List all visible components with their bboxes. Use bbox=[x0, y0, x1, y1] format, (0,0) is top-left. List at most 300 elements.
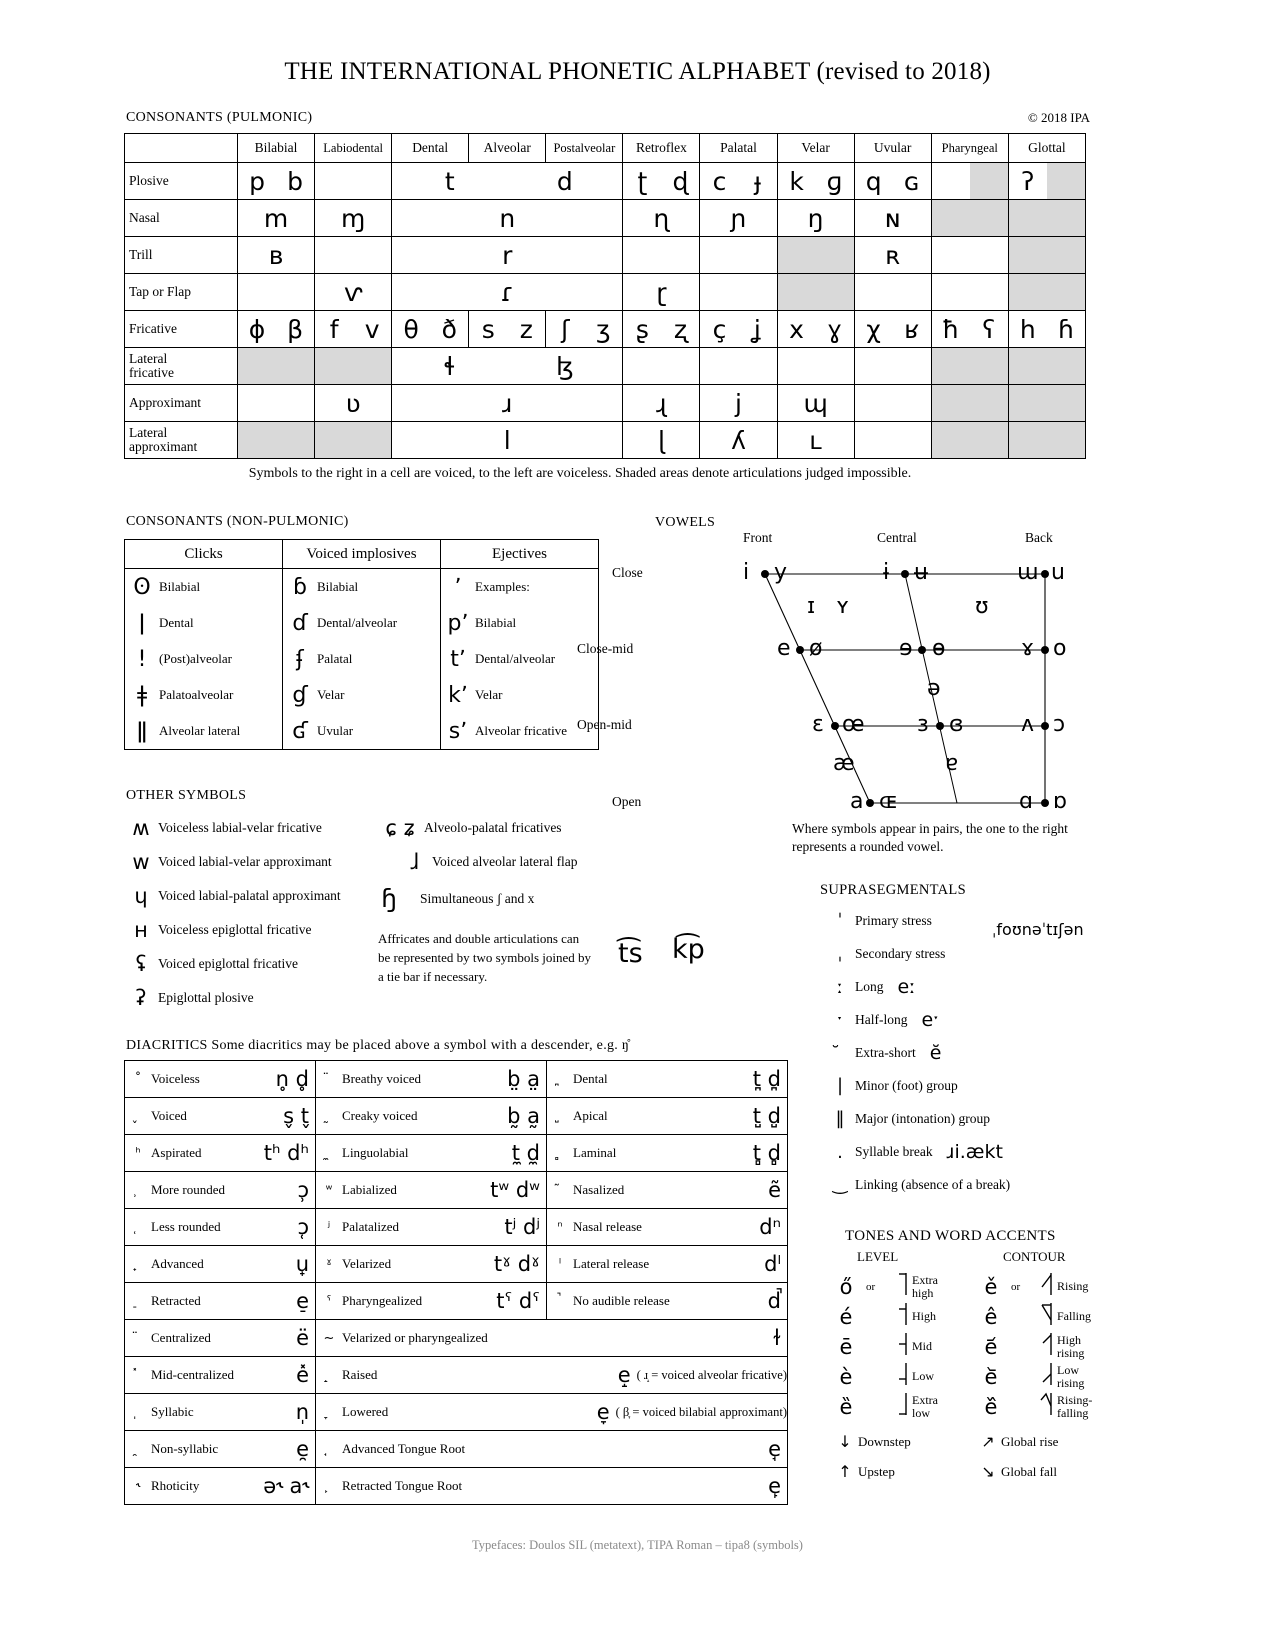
tone-or-text: or bbox=[866, 1280, 876, 1293]
nonpulmonic-label: Palatal bbox=[317, 651, 353, 666]
pulmonic-cell bbox=[315, 348, 392, 385]
suprasegmental-label: Major (intonation) group bbox=[855, 1110, 990, 1126]
vowel-symbol-small-cap-y: ʏ bbox=[836, 594, 850, 619]
pulmonic-col-header-dental: Dental bbox=[392, 134, 469, 163]
diacritics-cell bbox=[125, 1283, 316, 1320]
tone-extra-high-icon bbox=[890, 1272, 912, 1301]
diacritic-label: Non-syllabic bbox=[151, 1441, 219, 1456]
page-title: THE INTERNATIONAL PHONETIC ALPHABET (revised to 2018) bbox=[284, 58, 991, 85]
pulmonic-row-label: Fricative bbox=[125, 311, 238, 348]
diacritics-cell bbox=[125, 1320, 316, 1357]
diacritic-mark bbox=[125, 1220, 151, 1235]
pulmonic-cell bbox=[1008, 200, 1085, 237]
tone-level-label: Extra high bbox=[912, 1272, 938, 1300]
vowel-symbol-turned-m: ɯ bbox=[1017, 560, 1039, 585]
voiceless-symbol: ɬ bbox=[443, 351, 456, 381]
nonpulmonic-entry bbox=[125, 713, 282, 749]
tone-bottom-entry bbox=[832, 1432, 911, 1451]
diacritics-cell bbox=[316, 1209, 547, 1246]
pulmonic-consonant-table bbox=[124, 133, 1086, 459]
tone-bottom-entry bbox=[975, 1462, 1057, 1481]
voiceless-symbol: θ bbox=[403, 314, 419, 344]
nonpulmonic-symbol: ʄ bbox=[296, 646, 304, 672]
suprasegmental-symbol: ‿ bbox=[832, 1174, 848, 1195]
pulmonic-row-label: Lateral fricative bbox=[125, 348, 238, 385]
nonpulmonic-entry bbox=[283, 641, 440, 677]
diacritic-mark: ˤ bbox=[326, 1293, 332, 1309]
pulmonic-cell bbox=[777, 311, 854, 348]
pulmonic-cell bbox=[1008, 385, 1085, 422]
pulmonic-cell bbox=[238, 348, 315, 385]
other-symbol-entry bbox=[398, 850, 578, 874]
voiceless-symbol: x bbox=[789, 314, 804, 344]
voiced-symbol: ɻ bbox=[656, 388, 667, 418]
diacritic-example: e̝ bbox=[617, 1363, 631, 1387]
pulmonic-cell bbox=[854, 274, 931, 311]
nonpulmonic-clicks-column bbox=[125, 569, 283, 750]
diacritic-mark bbox=[316, 1405, 342, 1420]
pulmonic-cell bbox=[700, 385, 777, 422]
diacritic-mark bbox=[316, 1146, 342, 1161]
diacritics-cell bbox=[547, 1246, 788, 1283]
nonpulmonic-symbol: ǀ bbox=[138, 610, 146, 636]
nonpulmonic-symbol: tʼ bbox=[450, 646, 466, 672]
pulmonic-cell bbox=[623, 422, 700, 459]
tones-contour-heading: CONTOUR bbox=[1003, 1249, 1066, 1264]
nonpulmonic-symbol: ɗ bbox=[292, 610, 308, 636]
diacritics-cell bbox=[547, 1283, 788, 1320]
tone-level-entry bbox=[830, 1272, 938, 1301]
vowel-note: Where symbols appear in pairs, the one to the right represents a rounded vowel. bbox=[792, 821, 1068, 855]
nonpulmonic-symbol: ǃ bbox=[138, 646, 146, 672]
nonpulmonic-label: Alveolar fricative bbox=[475, 723, 568, 738]
tone-bottom-symbol: ↗ bbox=[981, 1432, 995, 1451]
pulmonic-cell bbox=[623, 311, 700, 348]
other-symbol-label: Voiced labial-velar approximant bbox=[158, 854, 332, 869]
voiced-symbol: j bbox=[735, 388, 742, 418]
voiced-symbol: b bbox=[287, 166, 303, 196]
diacritics-cell bbox=[125, 1172, 316, 1209]
nonpulmonic-body-row bbox=[125, 569, 599, 750]
pulmonic-cell bbox=[931, 311, 1008, 348]
diacritics-cell bbox=[547, 1172, 788, 1209]
tone-level-label: Low bbox=[912, 1369, 934, 1384]
pulmonic-cell bbox=[315, 237, 392, 274]
other-symbol-glyph: ʢ bbox=[135, 952, 147, 976]
diacritic-label: Centralized bbox=[151, 1330, 211, 1345]
diacritic-label: Aspirated bbox=[151, 1145, 202, 1160]
pulmonic-row bbox=[125, 237, 1086, 274]
diacritic-mark bbox=[125, 1331, 151, 1346]
pulmonic-row bbox=[125, 348, 1086, 385]
tone-contour-symbol: e᷄ bbox=[984, 1334, 998, 1359]
diacritic-label: Nasalized bbox=[573, 1182, 625, 1197]
diacritics-row bbox=[125, 1468, 788, 1505]
nonpulmonic-symbol: ǁ bbox=[136, 718, 148, 744]
tie-bar-example-ts: t͡s bbox=[618, 938, 643, 969]
diacritic-label: Velarized or pharyngealized bbox=[342, 1330, 488, 1345]
pulmonic-cell bbox=[392, 274, 623, 311]
diacritic-label: Raised bbox=[342, 1367, 378, 1382]
vowel-symbol-small-cap-i: ɪ bbox=[807, 594, 816, 619]
tones-level-heading: LEVEL bbox=[857, 1249, 899, 1264]
diacritics-cell bbox=[125, 1135, 316, 1172]
vowel-symbol-reversed-epsilon: ɜ bbox=[917, 712, 929, 737]
vowel-symbol-turned-a: ɐ bbox=[945, 751, 959, 776]
voiced-symbol: r bbox=[502, 240, 513, 270]
diacritic-label: Breathy voiced bbox=[342, 1071, 422, 1086]
nonpulmonic-entry bbox=[283, 605, 440, 641]
suprasegmental-label: Extra-short bbox=[855, 1045, 916, 1060]
diacritic-mark bbox=[547, 1183, 573, 1198]
diacritic-mark: ʰ bbox=[135, 1145, 141, 1161]
nonpulmonic-entry bbox=[441, 569, 598, 605]
diacritics-cell bbox=[316, 1394, 788, 1431]
tone-falling-icon bbox=[1035, 1302, 1057, 1331]
other-symbol-glyph: ɥ bbox=[134, 884, 148, 908]
tone-contour-symbol: e᷅ bbox=[984, 1364, 998, 1389]
diacritic-example: e̞ bbox=[596, 1400, 610, 1424]
suprasegmental-label: Long bbox=[855, 979, 884, 994]
pulmonic-row-label: Tap or Flap bbox=[125, 274, 238, 311]
diacritics-cell bbox=[547, 1098, 788, 1135]
tones-heading: TONES AND WORD ACCENTS bbox=[845, 1228, 1056, 1244]
nonpulmonic-heading: CONSONANTS (NON-PULMONIC) bbox=[126, 514, 349, 529]
voiced-symbol: ʋ bbox=[345, 388, 361, 418]
suprasegmental-label: Syllable break bbox=[855, 1144, 933, 1159]
pulmonic-row bbox=[125, 311, 1086, 348]
diacritic-example: ɔ̹ bbox=[297, 1178, 309, 1202]
pulmonic-cell bbox=[931, 200, 1008, 237]
pulmonic-cell bbox=[1008, 274, 1085, 311]
tone-contour-label: Falling bbox=[1057, 1309, 1092, 1324]
vowel-symbol-ae: æ bbox=[833, 751, 855, 776]
diacritic-label: More rounded bbox=[151, 1182, 226, 1197]
diacritic-example: tʰ dʰ bbox=[263, 1141, 309, 1165]
diacritics-row bbox=[125, 1061, 788, 1098]
voiced-symbol: ɡ bbox=[826, 166, 843, 196]
tone-extra-low-icon bbox=[890, 1392, 912, 1421]
pulmonic-cell bbox=[700, 163, 777, 200]
vowel-symbol-a: a bbox=[850, 789, 864, 814]
other-symbol-entry bbox=[124, 918, 311, 942]
nonpulmonic-implosives-column bbox=[283, 569, 441, 750]
other-symbol-entry bbox=[124, 884, 341, 908]
vowel-height-close-mid: Close-mid bbox=[577, 641, 634, 656]
pulmonic-cell bbox=[1008, 311, 1085, 348]
diacritic-mark bbox=[547, 1294, 573, 1309]
diacritic-mark bbox=[547, 1109, 573, 1124]
tone-bottom-entry bbox=[975, 1432, 1058, 1451]
diacritics-cell bbox=[316, 1135, 547, 1172]
pulmonic-cell bbox=[623, 385, 700, 422]
pulmonic-cell bbox=[238, 385, 315, 422]
pulmonic-cell bbox=[700, 311, 777, 348]
voiceless-symbol: ʃ bbox=[561, 314, 570, 344]
other-symbol-glyph: ɕ ʑ bbox=[385, 816, 415, 840]
diacritic-mark: ˡ bbox=[558, 1256, 562, 1272]
diacritics-row bbox=[125, 1135, 788, 1172]
diacritics-cell bbox=[125, 1468, 316, 1505]
suprasegmental-label: Secondary stress bbox=[855, 945, 946, 961]
diacritic-mark: ⁿ bbox=[557, 1219, 563, 1235]
nonpulmonic-label: Dental/alveolar bbox=[317, 615, 398, 630]
voiced-symbol: ŋ bbox=[807, 203, 824, 233]
suprasegmental-entry bbox=[825, 943, 945, 964]
diacritics-row bbox=[125, 1209, 788, 1246]
pulmonic-cell bbox=[777, 237, 854, 274]
voiced-symbol: l bbox=[503, 425, 511, 455]
other-symbol-label: Simultaneous ʃ and x bbox=[420, 890, 535, 906]
pulmonic-cell bbox=[392, 422, 623, 459]
voiced-symbol: v bbox=[364, 314, 380, 344]
tone-level-label: High bbox=[912, 1309, 936, 1324]
diacritic-mark bbox=[125, 1294, 151, 1309]
diacritic-example: e̠ bbox=[296, 1289, 309, 1313]
voiced-symbol: ð bbox=[441, 314, 457, 344]
suprasegmental-label: Primary stress bbox=[855, 912, 932, 928]
vowel-symbol-closed-reversed-epsilon: ɞ bbox=[949, 712, 964, 737]
nonpulmonic-entry bbox=[125, 641, 282, 677]
voiceless-symbol: f bbox=[329, 314, 339, 344]
tone-bottom-symbol: ↘ bbox=[981, 1462, 995, 1481]
suprasegmental-example: ɹi.ækt bbox=[946, 1141, 1003, 1163]
diacritics-cell bbox=[125, 1246, 316, 1283]
tone-level-label: Extra low bbox=[912, 1392, 938, 1420]
suprasegmental-example: eː bbox=[897, 976, 916, 998]
vowel-symbol-barred-u: ʉ bbox=[914, 560, 928, 585]
pulmonic-row-label: Nasal bbox=[125, 200, 238, 237]
voiceless-symbol: ʂ bbox=[635, 314, 649, 344]
tone-level-symbol: è bbox=[839, 1364, 853, 1389]
suprasegmental-symbol: ‖ bbox=[835, 1108, 845, 1129]
diacritics-cell bbox=[316, 1061, 547, 1098]
pulmonic-corner-cell bbox=[125, 134, 238, 163]
pulmonic-col-header-velar: Velar bbox=[777, 134, 854, 163]
diacritics-cell bbox=[125, 1098, 316, 1135]
diacritics-row bbox=[125, 1431, 788, 1468]
pulmonic-cell bbox=[1008, 237, 1085, 274]
vowel-height-close: Close bbox=[612, 565, 643, 580]
suprasegmental-entry bbox=[825, 1174, 1010, 1195]
voiced-symbol: ⱱ bbox=[343, 277, 363, 307]
diacritic-label: Laminal bbox=[573, 1145, 617, 1160]
tone-level-symbol: ő bbox=[839, 1274, 853, 1299]
tone-level-entry bbox=[830, 1302, 936, 1331]
pulmonic-cell bbox=[777, 200, 854, 237]
diacritic-label: Pharyngealized bbox=[342, 1293, 423, 1308]
vowel-symbol-reversed-e: ɘ bbox=[899, 636, 913, 661]
vowel-symbol-open-o: ɔ bbox=[1053, 712, 1066, 737]
nonpulmonic-col-header: Voiced implosives bbox=[283, 540, 441, 569]
suprasegmental-entry bbox=[825, 1141, 1003, 1163]
voiced-symbol: ʝ bbox=[753, 314, 762, 344]
diacritics-cell bbox=[125, 1061, 316, 1098]
tone-low-icon bbox=[890, 1362, 912, 1391]
nonpulmonic-label: Bilabial bbox=[159, 579, 201, 594]
nonpulmonic-ejectives-column bbox=[441, 569, 599, 750]
pulmonic-cell bbox=[700, 348, 777, 385]
pulmonic-col-header-uvular: Uvular bbox=[854, 134, 931, 163]
other-symbol-glyph: ʜ bbox=[134, 918, 148, 942]
voiced-symbol: ɽ bbox=[656, 277, 667, 307]
vowel-symbol-i: i bbox=[743, 560, 750, 585]
suprasegmental-entry bbox=[825, 976, 916, 998]
footer-typefaces: Typefaces: Doulos SIL (metatext), TIPA Roman – tipa8 (symbols) bbox=[472, 1538, 803, 1552]
pulmonic-cell bbox=[854, 237, 931, 274]
vowel-axis-back: Back bbox=[1025, 530, 1053, 545]
other-symbol-entry bbox=[124, 816, 322, 840]
pulmonic-row-label: Lateral approximant bbox=[125, 422, 238, 459]
other-symbol-glyph: ɧ bbox=[381, 884, 397, 913]
diacritic-example: tˠ dˠ bbox=[493, 1252, 540, 1276]
pulmonic-cell bbox=[700, 200, 777, 237]
diacritic-label: Voiceless bbox=[151, 1071, 200, 1086]
diacritic-label: No audible release bbox=[573, 1293, 670, 1308]
suprasegmental-entry bbox=[825, 1009, 940, 1031]
nonpulmonic-symbol: ʛ bbox=[292, 718, 308, 744]
pulmonic-cell bbox=[700, 274, 777, 311]
nonpulmonic-label: Bilabial bbox=[475, 615, 517, 630]
nonpulmonic-label: Dental/alveolar bbox=[475, 651, 556, 666]
voiceless-symbol: p bbox=[249, 166, 265, 196]
pulmonic-cell bbox=[931, 237, 1008, 274]
pulmonic-row-label: Approximant bbox=[125, 385, 238, 422]
diacritic-mark bbox=[547, 1146, 573, 1161]
affricate-note: Affricates and double articulations can be represented by two symbols joined by a tie bar if necessary. bbox=[378, 931, 592, 984]
voiced-symbol bbox=[970, 163, 1008, 199]
pulmonic-col-header-pharyngeal: Pharyngeal bbox=[931, 134, 1008, 163]
tone-bottom-symbol: ↓ bbox=[838, 1432, 852, 1451]
diacritic-mark bbox=[125, 1183, 151, 1198]
vowel-symbol-oe-ligature: œ bbox=[842, 712, 865, 737]
diacritic-example: e̙ bbox=[768, 1474, 781, 1498]
diacritics-cell bbox=[316, 1357, 788, 1394]
voiced-symbol: ɟ bbox=[754, 166, 762, 196]
diacritic-label: Retracted Tongue Root bbox=[342, 1478, 463, 1493]
nonpulmonic-entry bbox=[283, 713, 440, 749]
pulmonic-cell bbox=[854, 311, 931, 348]
suprasegmental-symbol: | bbox=[836, 1075, 844, 1096]
voiceless-symbol: ç bbox=[712, 314, 727, 344]
pulmonic-cell bbox=[623, 237, 700, 274]
diacritics-row bbox=[125, 1283, 788, 1320]
diacritics-table bbox=[124, 1060, 788, 1505]
voiced-symbol: ɾ bbox=[500, 277, 514, 307]
tone-contour-symbol: e᷈ bbox=[984, 1394, 998, 1419]
tone-level-symbol: ȅ bbox=[839, 1394, 853, 1419]
diacritic-example: t̺ d̺ bbox=[752, 1104, 781, 1128]
nonpulmonic-symbol: ʼ bbox=[454, 574, 462, 600]
voiced-symbol: ɰ bbox=[803, 388, 828, 418]
diacritic-label: Nasal release bbox=[573, 1219, 642, 1234]
nonpulmonic-symbol: kʼ bbox=[448, 682, 468, 708]
voiceless-symbol: ʔ bbox=[1021, 166, 1035, 196]
other-symbol-label: Voiced alveolar lateral flap bbox=[432, 854, 578, 869]
diacritic-label: Lowered bbox=[342, 1404, 389, 1419]
pulmonic-cell bbox=[238, 237, 315, 274]
diacritics-cell bbox=[125, 1209, 316, 1246]
voiceless-symbol: c bbox=[712, 166, 727, 196]
diacritics-cell bbox=[125, 1394, 316, 1431]
voiced-symbol: ɱ bbox=[340, 203, 366, 233]
pulmonic-cell bbox=[315, 422, 392, 459]
diacritic-label: Labialized bbox=[342, 1182, 397, 1197]
nonpulmonic-entry bbox=[283, 569, 440, 605]
nonpulmonic-symbol: ɓ bbox=[293, 574, 307, 600]
voiced-symbol: β bbox=[287, 314, 304, 344]
voiced-symbol: ɹ bbox=[502, 388, 513, 418]
nonpulmonic-entry bbox=[441, 605, 598, 641]
other-symbol-label: Voiced labial-palatal approximant bbox=[158, 888, 341, 903]
nonpulmonic-entry bbox=[441, 713, 598, 749]
diacritics-cell bbox=[547, 1135, 788, 1172]
nonpulmonic-entry bbox=[441, 677, 598, 713]
other-symbol-entry bbox=[124, 952, 298, 976]
voiced-symbol: ʙ bbox=[268, 240, 284, 270]
diacritics-heading: DIACRITICS Some diacritics may be placed above a symbol with a descender, e.g. ŋ̊ bbox=[126, 1038, 630, 1053]
tone-contour-entry bbox=[975, 1302, 1091, 1331]
pulmonic-cell bbox=[623, 274, 700, 311]
diacritics-row bbox=[125, 1172, 788, 1209]
diacritic-example: ə˞ a˞ bbox=[263, 1474, 309, 1498]
copyright-notice: © 2018 IPA bbox=[1027, 110, 1090, 125]
diacritic-mark: ˞ bbox=[135, 1478, 141, 1494]
diacritics-cell bbox=[547, 1061, 788, 1098]
diacritic-example: ë bbox=[296, 1326, 309, 1350]
voiceless-symbol: t bbox=[444, 166, 455, 196]
diacritic-example: e̘ bbox=[768, 1437, 781, 1461]
tone-level-symbol: é bbox=[839, 1304, 853, 1329]
suprasegmental-example: eˑ bbox=[921, 1009, 940, 1031]
tone-low-rising-icon bbox=[1035, 1362, 1057, 1391]
pulmonic-cell bbox=[931, 163, 1008, 200]
tone-bottom-symbol: ↑ bbox=[838, 1462, 852, 1481]
nonpulmonic-entry bbox=[125, 605, 282, 641]
pulmonic-cell bbox=[777, 274, 854, 311]
tone-rising-falling-icon bbox=[1035, 1392, 1057, 1421]
voiced-symbol bbox=[1047, 163, 1085, 199]
tone-bottom-entry bbox=[832, 1462, 895, 1481]
vowel-axis-front: Front bbox=[743, 530, 773, 545]
other-symbol-glyph: ʡ bbox=[135, 986, 147, 1010]
pulmonic-cell bbox=[392, 348, 623, 385]
pulmonic-cell bbox=[469, 311, 546, 348]
diacritic-example: b̰ a̰ bbox=[507, 1104, 540, 1128]
voiceless-symbol: h bbox=[1019, 314, 1036, 344]
pulmonic-cell bbox=[854, 200, 931, 237]
diacritics-cell bbox=[316, 1320, 788, 1357]
vowel-symbol-turned-script-a: ɒ bbox=[1053, 789, 1067, 814]
vowel-symbol-upsilon: ʊ bbox=[975, 594, 989, 619]
vowel-symbol-u: u bbox=[1051, 560, 1065, 585]
pulmonic-cell bbox=[238, 422, 315, 459]
diacritic-mark bbox=[125, 1109, 151, 1124]
diacritic-example: n̩ bbox=[295, 1400, 309, 1424]
pulmonic-cell bbox=[238, 274, 315, 311]
tone-level-label: Mid bbox=[912, 1339, 933, 1354]
suprasegmentals-main-example: ˌfoʊnəˈtɪʃən bbox=[992, 920, 1084, 939]
pulmonic-cell bbox=[854, 348, 931, 385]
nonpulmonic-col-header: Ejectives bbox=[441, 540, 599, 569]
voiced-symbol: ʀ bbox=[885, 240, 901, 270]
diacritics-row bbox=[125, 1394, 788, 1431]
pulmonic-row bbox=[125, 274, 1086, 311]
suprasegmental-entry bbox=[825, 1042, 941, 1064]
diacritic-label: Apical bbox=[573, 1108, 608, 1123]
diacritic-example: e̯ bbox=[296, 1437, 309, 1461]
voiced-symbol: ɭ bbox=[657, 425, 665, 455]
